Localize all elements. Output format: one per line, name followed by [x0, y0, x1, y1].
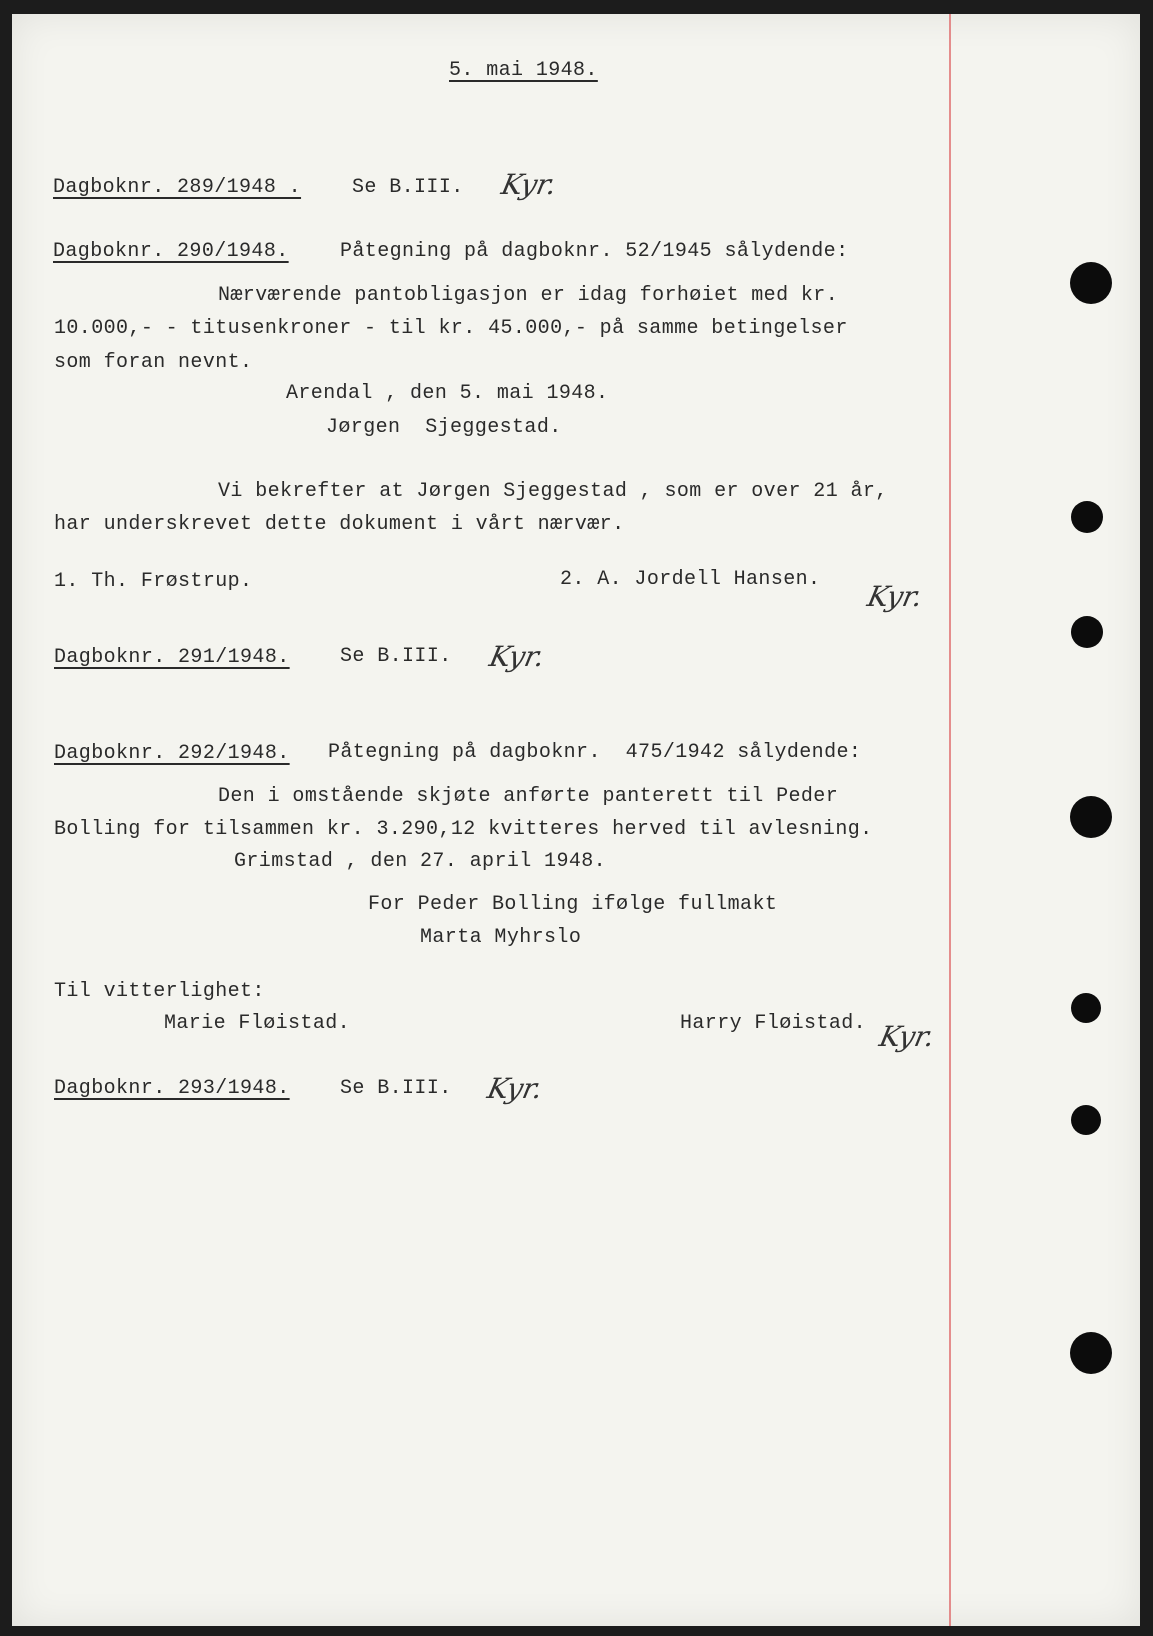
entry-290-line1: Nærværende pantobligasjon er idag forhøiet med kr. [218, 284, 839, 307]
entry-290-line2: 10.000,- - titusenkroner - til kr. 45.000,- på samme betingelser [54, 317, 848, 340]
punch-hole-6 [1071, 1105, 1101, 1135]
entry-290-place-date: Arendal , den 5. mai 1948. [286, 382, 609, 405]
entry-290-initials: Kyr. [864, 580, 926, 613]
punch-hole-7 [1070, 1332, 1112, 1374]
entry-292-line1: Den i omstående skjøte anførte panterett til Peder [218, 785, 839, 808]
entry-292-place-date: Grimstad , den 27. april 1948. [234, 850, 607, 873]
entry-290-witness-line2: har underskrevet dette dokument i vårt nærvær. [54, 513, 625, 536]
entry-292-sign1: For Peder Bolling ifølge fullmakt [368, 893, 778, 916]
punch-hole-1 [1070, 262, 1112, 304]
entry-290-witness-2: 2. A. Jordell Hansen. [560, 568, 821, 591]
entry-292-line2: Bolling for tilsammen kr. 3.290,12 kvitteres herved til avlesning. [54, 818, 873, 841]
entry-292-heading: Påtegning på dagboknr. 475/1942 sålydende: [328, 741, 862, 764]
red-margin-line [949, 14, 951, 1626]
punch-hole-2 [1071, 501, 1103, 533]
entry-292-witness-1: Marie Fløistad. [164, 1012, 351, 1035]
document-page [12, 14, 1140, 1626]
entry-291-ref: Dagboknr. 291/1948. [54, 646, 290, 669]
punch-hole-5 [1071, 993, 1101, 1023]
entry-292-ref: Dagboknr. 292/1948. [54, 742, 290, 765]
entry-290-signer: Jørgen Sjeggestad. [326, 416, 562, 439]
entry-293-text: Se B.III. [340, 1077, 452, 1100]
entry-290-witness-1: 1. Th. Frøstrup. [54, 570, 253, 593]
entry-293-initials: Kyr. [484, 1072, 546, 1105]
entry-290-ref: Dagboknr. 290/1948. [53, 240, 289, 263]
entry-292-witness-heading: Til vitterlighet: [54, 980, 265, 1003]
entry-292-witness-2: Harry Fløistad. [680, 1012, 867, 1035]
punch-hole-4 [1070, 796, 1112, 838]
punch-hole-3 [1071, 616, 1103, 648]
entry-291-text: Se B.III. [340, 645, 452, 668]
entry-289-ref: Dagboknr. 289/1948 . [53, 176, 302, 199]
entry-289-initials: Kyr. [498, 168, 560, 201]
entry-292-sign2: Marta Myhrslo [420, 926, 582, 949]
entry-290-witness-line1: Vi bekrefter at Jørgen Sjeggestad , som er over 21 år, [218, 480, 888, 503]
entry-290-line3: som foran nevnt. [54, 351, 253, 374]
entry-290-heading: Påtegning på dagboknr. 52/1945 sålydende: [340, 240, 849, 263]
entry-292-initials: Kyr. [876, 1020, 938, 1053]
entry-289-text: Se B.III. [352, 176, 464, 199]
entry-293-ref: Dagboknr. 293/1948. [54, 1077, 290, 1100]
page-date: 5. mai 1948. [449, 59, 598, 82]
entry-291-initials: Kyr. [486, 640, 548, 673]
